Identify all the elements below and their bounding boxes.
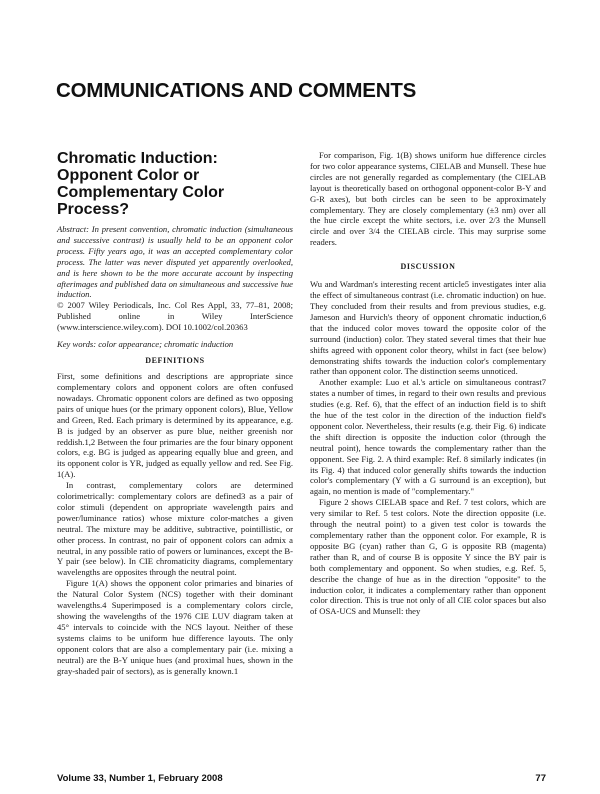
definitions-heading: DEFINITIONS: [145, 356, 205, 366]
left-column: [57, 150, 293, 676]
body-paragraph: For comparison, Fig. 1(B) shows uniform hue difference circles for two color appearance systems, CIELAB and Munsell. These hue circles are not generally regarded as complementary (the CIELAB layout is theoretically based on orthogonal opponent-color B-Y and G-R axes), but both circles can be seen to be approximately complementary. They are closely complementary (±3 nm) over all the hue circle except the white sectors, i.e. over 2/3 the Munsell circle and over 3/4 the CIELAB circle. This may surprise some readers.: [310, 150, 546, 248]
body-paragraph: Wu and Wardman's interesting recent article5 investigates inter alia the effect of simultaneous contrast (i.e. chromatic induction) on hue. They concluded from their results and from previous studies, e.g. Jameson and Hurvich's theory of opponent chromatic induction,6 that the induced color moves toward the opposite color of the surround (induction) color. They stated several times that their hue shifts agreed with opponent color theory, whilst in fact (see below) demonstrating shifts towards the induction color's complementary rather than opponent color. The distinction seems unnoticed.: [310, 279, 546, 377]
body-paragraph: First, some definitions and descriptions are appropriate since complementary colors and opponent colors are often confused nowadays. Chromatic opponent colors are defined as two opposing pairs of unique hues (or the primary opponent colors), Blue, Yellow and Green, Red. Each primary is determined by its appearance, e.g. B is judged by an observer as pure blue, neither greenish nor reddish.1,2 Between the four primaries are the four binary opponent colors, e.g. BG is judged as appearing equally blue and green, and its opponent color is YR, judged as equally yellow and red. See Fig. 1(A).: [57, 371, 293, 480]
article-title: Chromatic Induction: Opponent Color or Complementary Color Process?: [57, 150, 225, 218]
abstract-meta: © 2007 Wiley Periodicals, Inc. Col Res Appl, 33, 77–81, 2008; Published online in Wiley InterScience (www.interscience.wiley.com). DOI 10.1002/col.20363: [57, 300, 293, 333]
abstract: Abstract: In present convention, chromatic induction (simultaneous and successive contrast) is usually held to be an opponent color process. Fifty years ago, it was an accepted complementary color process. The latter was never disputed yet apparently overlooked, and is here shown to be the more accurate account by inspecting afterimages and published data on simultaneous and successive hue induction.: [57, 224, 293, 300]
body-paragraph: Figure 1(A) shows the opponent color primaries and binaries of the Natural Color System (NCS) together with their dominant wavelengths.4 Superimposed is a complementary colors circle, showing the wavelengths of the 1976 CIE LUV diagram taken at 45° intervals to coincide with the NCS layout. Neither of these systems claims to be uniform hue difference layouts. The only opponent colors that are also a complementary pair (i.e. mixing a neutral) are the B-Y unique hues (and proximal hues, shown in the gray-shaded pair of sectors), as is generally known.1: [57, 578, 293, 676]
body-paragraph: Figure 2 shows CIELAB space and Ref. 7 test colors, which are very similar to Ref. 5 test colors. Note the direction opposite (i.e. through the neutral point) to a given test color is towards the complementary rather than the opponent color. For example, R is opposite BG (cyan) rather than G, G is opposite RB (magenta) rather than R, and of course B is opposite Y since the BY pair is both complementary and opponent. So when studies, e.g. Ref. 5, describe the change of hue as in the direction "opposite" to the induction color, it indicates a complementary rather than opponent color direction. This is true not only of all CIE color spaces but also of OSA-UCS and Munsell: they: [310, 497, 546, 617]
page-number: 77: [535, 773, 546, 784]
body-paragraph: Another example: Luo et al.'s article on simultaneous contrast7 states a number of times, in regard to their own results and previous studies (e.g. Ref. 6), that the effect of an induction field is to shift the hue of the test color in the direction of the induction field's opponent color. Nevertheless, their results (e.g. their Fig. 6) indicate the shift direction is opposite the induction color (through the neutral point), hence towards the complementary rather than the opponent. See Fig. 2. A third example: Ref. 8 similarly indicates (in its Fig. 4) that induced color generally shifts towards the induction color's complementary (Y with a G surround is an exception), but again, no mention is made of "complementary.": [310, 377, 546, 497]
issue-info: Volume 33, Number 1, February 2008: [57, 773, 223, 784]
section-title: COMMUNICATIONS AND COMMENTS: [56, 79, 417, 102]
right-column: [310, 150, 546, 617]
body-paragraph: In contrast, complementary colors are determined colorimetrically: complementary colors are defined3 as a pair of color stimuli (dependent on appropriate wavelength pairs and power/luminance ratios) whose mixture color-matches a given neutral. The mixture may be additive, subtractive, pointillistic, or other process. In contrast, no pair of opponent colors can admix a neutral, in any possible ratio of powers or luminances, except the B-Y pair (see below). In CIE chromaticity diagrams, complementary wavelengths are opposites through the neutral point.: [57, 480, 293, 578]
keywords: Key words: color appearance; chromatic induction: [57, 339, 234, 350]
discussion-heading: DISCUSSION: [400, 262, 456, 272]
